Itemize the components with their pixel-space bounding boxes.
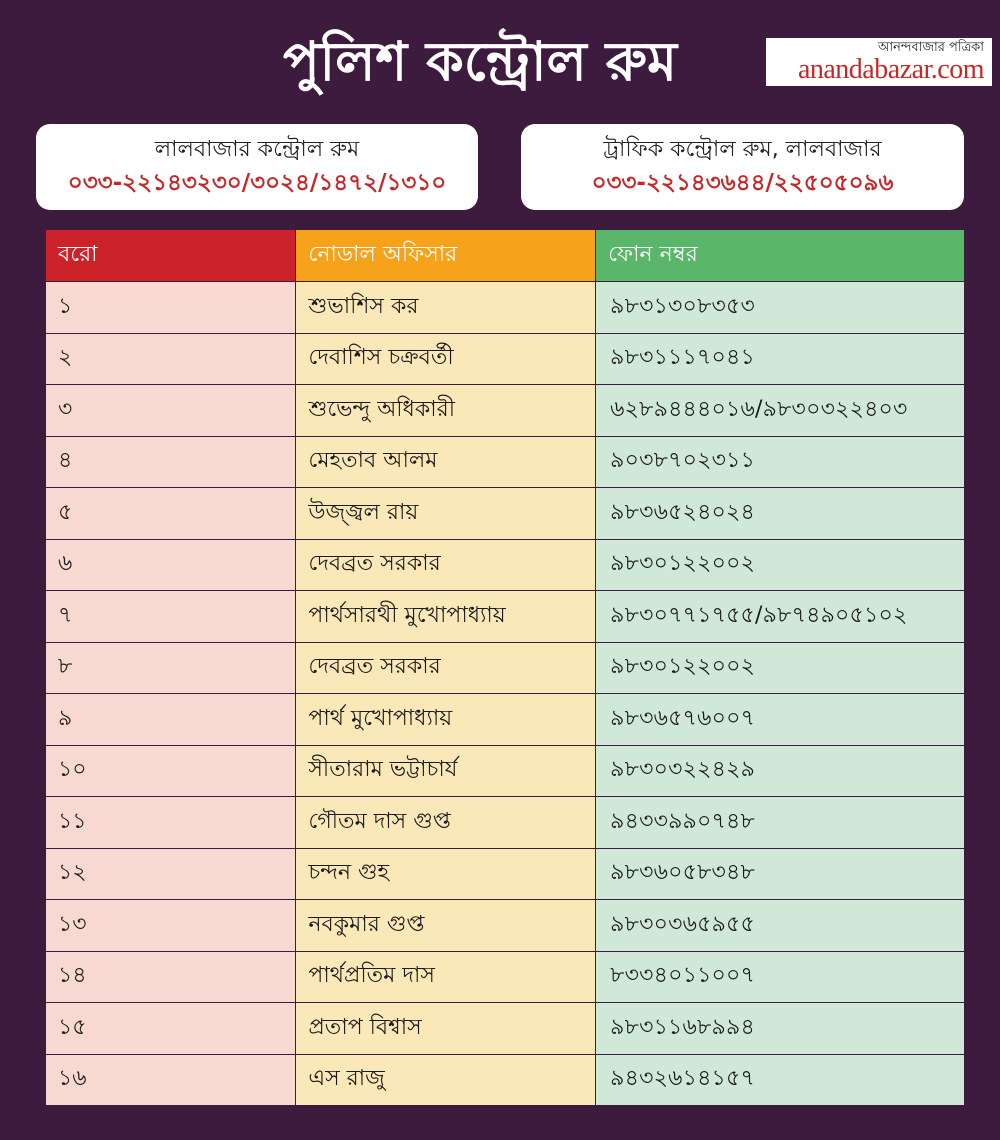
header-nodal-officer: নোডাল অফিসার <box>296 230 596 282</box>
borough-cell: ১৩ <box>46 900 296 952</box>
table-row <box>46 694 965 746</box>
officer-name-cell: সীতারাম ভট্টাচার্য <box>296 745 596 797</box>
phone-number-cell: ৯৮৩৬৫২৪০২৪ <box>596 488 965 540</box>
officer-name-cell: পার্থসারথী মুখোপাধ্যায় <box>296 591 596 643</box>
borough-cell: ১৫ <box>46 1003 296 1055</box>
officer-name-cell: দেবাশিস চক্রবর্তী <box>296 333 596 385</box>
table-row <box>46 282 965 334</box>
table-row <box>46 539 965 591</box>
borough-cell: ১১ <box>46 797 296 849</box>
table-row <box>46 591 965 643</box>
phone-number-cell: ৯৮৩০১২২০০২ <box>596 539 965 591</box>
table-row <box>46 488 965 540</box>
phone-number-cell: ৬২৮৯৪৪৪০১৬/৯৮৩০৩২২৪০৩ <box>596 385 965 437</box>
table-row <box>46 848 965 900</box>
traffic-control-room-label: ট্রাফিক কন্ট্রোল রুম, লালবাজার <box>603 137 882 162</box>
officer-name-cell: গৌতম দাস গুপ্ত <box>296 797 596 849</box>
anandabazar-logo[interactable] <box>766 38 992 86</box>
traffic-control-room-card <box>521 124 964 210</box>
header-borough: বরো <box>46 230 296 282</box>
borough-cell: ৭ <box>46 591 296 643</box>
table-row <box>46 1054 965 1106</box>
lalbazar-control-room-card <box>36 124 478 210</box>
phone-number-cell: ৯৮৩১১১৭০৪১ <box>596 333 965 385</box>
borough-cell: ৬ <box>46 539 296 591</box>
officer-name-cell: শুভেন্দু অধিকারী <box>296 385 596 437</box>
officer-name-cell: উজ্জ্বল রায় <box>296 488 596 540</box>
officer-name-cell: পার্থপ্রতিম দাস <box>296 951 596 1003</box>
borough-cell: ১২ <box>46 848 296 900</box>
phone-number-cell: ৯৮৩০৭৭১৭৫৫/৯৮৭৪৯০৫১০২ <box>596 591 965 643</box>
borough-cell: ১৪ <box>46 951 296 1003</box>
table-row <box>46 1003 965 1055</box>
officer-name-cell: নবকুমার গুপ্ত <box>296 900 596 952</box>
phone-number-cell: ৯৮৩৬৫৭৬০০৭ <box>596 694 965 746</box>
officer-name-cell: এস রাজু <box>296 1054 596 1106</box>
table-row <box>46 745 965 797</box>
table-row <box>46 951 965 1003</box>
borough-cell: ৪ <box>46 436 296 488</box>
logo-bengali-text: আনন্দবাজার পত্রিকা <box>877 40 984 55</box>
table-body <box>46 282 965 1106</box>
phone-number-cell: ৯০৩৮৭০২৩১১ <box>596 436 965 488</box>
phone-number-cell: ৮৩৩৪০১১০০৭ <box>596 951 965 1003</box>
borough-cell: ১ <box>46 282 296 334</box>
officer-name-cell: শুভাশিস কর <box>296 282 596 334</box>
logo-english-text: anandabazar.com <box>797 54 984 85</box>
borough-cell: ৩ <box>46 385 296 437</box>
officer-name-cell: দেবব্রত সরকার <box>296 642 596 694</box>
nodal-officer-table <box>45 229 965 1106</box>
officer-name-cell: মেহতাব আলম <box>296 436 596 488</box>
officer-name-cell: দেবব্রত সরকার <box>296 539 596 591</box>
traffic-control-room-phone: ০৩৩-২২১৪৩৬৪৪/২২৫০৫০৯৬ <box>591 170 894 196</box>
phone-number-cell: ৯৮৩১১৬৮৯৯৪ <box>596 1003 965 1055</box>
header-phone-number: ফোন নম্বর <box>596 230 965 282</box>
lalbazar-control-room-phone: ০৩৩-২২১৪৩২৩০/৩০২৪/১৪৭২/১৩১০ <box>67 170 447 196</box>
borough-cell: ৮ <box>46 642 296 694</box>
lalbazar-control-room-label: লালবাজার কন্ট্রোল রুম <box>154 137 360 162</box>
page-title: পুলিশ কন্ট্রোল রুম <box>282 30 678 93</box>
phone-number-cell: ৯৪৩৩৯৯০৭৪৮ <box>596 797 965 849</box>
phone-number-cell: ৯৪৩২৬১৪১৫৭ <box>596 1054 965 1106</box>
table-row <box>46 333 965 385</box>
phone-number-cell: ৯৮৩০৩৬৫৯৫৫ <box>596 900 965 952</box>
phone-number-cell: ৯৮৩০১২২০০২ <box>596 642 965 694</box>
table-row <box>46 642 965 694</box>
officer-name-cell: পার্থ মুখোপাধ্যায় <box>296 694 596 746</box>
phone-number-cell: ৯৮৩০৩২২৪২৯ <box>596 745 965 797</box>
borough-cell: ২ <box>46 333 296 385</box>
table-row <box>46 797 965 849</box>
phone-number-cell: ৯৮৩৬০৫৮৩৪৮ <box>596 848 965 900</box>
officer-name-cell: প্রতাপ বিশ্বাস <box>296 1003 596 1055</box>
borough-cell: ৯ <box>46 694 296 746</box>
table-row <box>46 385 965 437</box>
officer-name-cell: চন্দন গুহ <box>296 848 596 900</box>
borough-cell: ৫ <box>46 488 296 540</box>
table-row <box>46 900 965 952</box>
table-header-row <box>46 230 965 282</box>
phone-number-cell: ৯৮৩১৩০৮৩৫৩ <box>596 282 965 334</box>
borough-cell: ১০ <box>46 745 296 797</box>
borough-cell: ১৬ <box>46 1054 296 1106</box>
table-row <box>46 436 965 488</box>
